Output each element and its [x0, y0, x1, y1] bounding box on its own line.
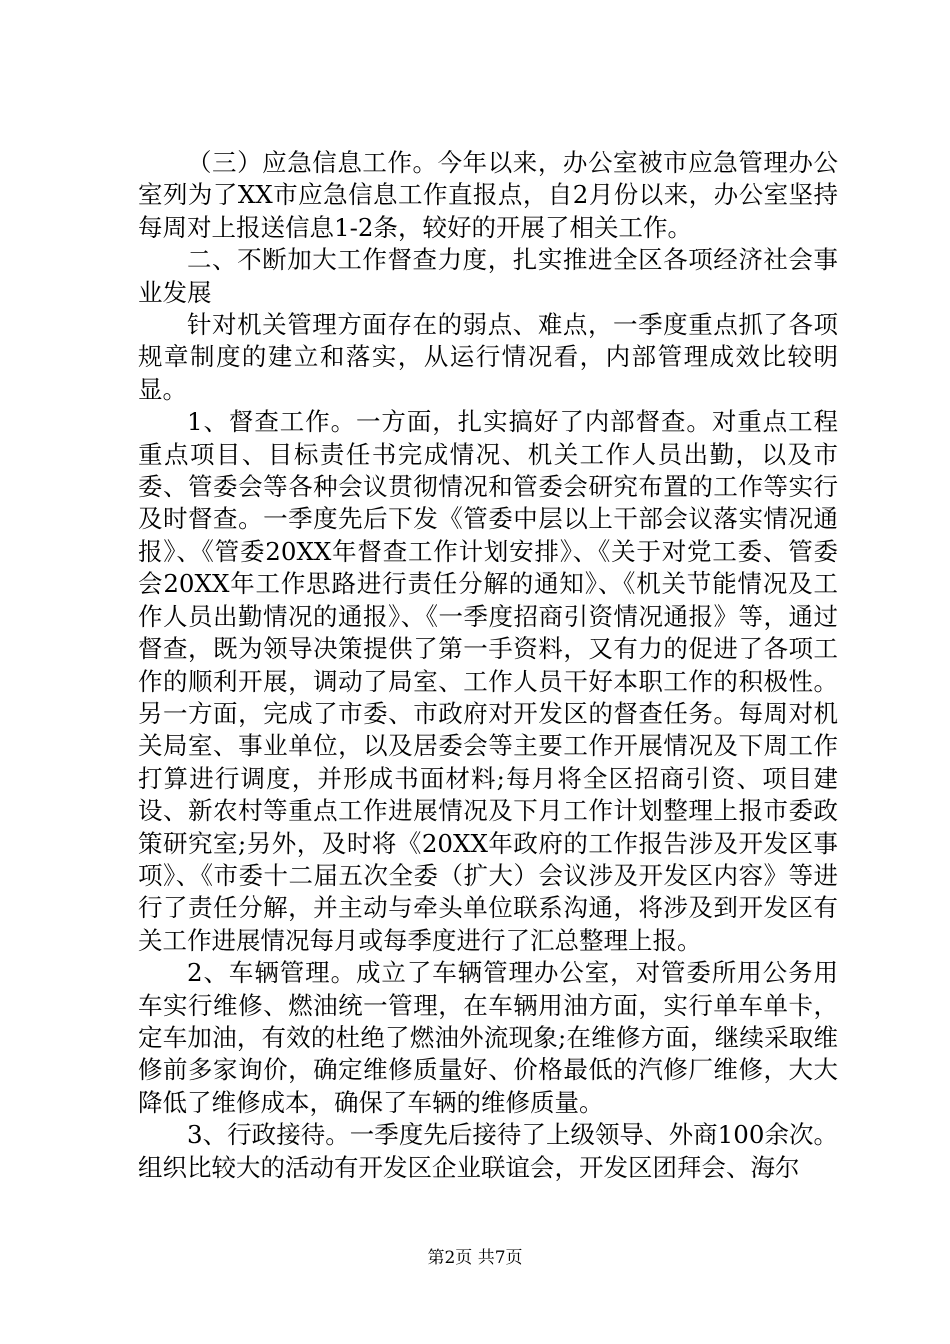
paragraph-management-intro: 针对机关管理方面存在的弱点、难点，一季度重点抓了各项规章制度的建立和落实，从运行情况看，内部管理成效比较明显。	[138, 310, 838, 404]
section-heading-supervision: 二、不断加大工作督查力度，扎实推进全区各项经济社会事业发展	[138, 245, 838, 307]
page-number-footer: 第2页 共7页	[427, 1248, 523, 1268]
paragraph-supervision-work: 1、督查工作。一方面，扎实搞好了内部督查。对重点工程重点项目、目标责任书完成情况、机关工作人员出勤，以及市委、管委会等各种会议贯彻情况和管委会研究布置的工作等实行及时督查。一季度先后下发《管委中层以上干部会议落实情况通报》、《管委20XX年督查工作计划安排》、《关于对党工委、管委会20XX年工作思路进行责任分解的通知》、《机关节能情况及工作人员出勤情况的通报》、《一季度招商引资情况通报》等，通过督查，既为领导决策提供了第一手资料，又有力的促进了各项工作的顺利开展，调动了局室、工作人员干好本职工作的积极性。另一方面，完成了市委、市政府对开发区的督查任务。每周对机关局室、事业单位，以及居委会等主要工作开展情况及下周工作打算进行调度，并形成书面材料;每月将全区招商引资、项目建设、新农村等重点工作进展情况及下月工作计划整理上报市委政策研究室;另外，及时将《20XX年政府的工作报告涉及开发区事项》、《市委十二届五次全委（扩大）会议涉及开发区内容》等进行了责任分解，并主动与牵头单位联系沟通，将涉及到开发区有关工作进展情况每月或每季度进行了汇总整理上报。	[138, 407, 838, 955]
paragraph-vehicle-management: 2、车辆管理。成立了车辆管理办公室，对管委所用公务用车实行维修、燃油统一管理，在车辆用油方面，实行单车单卡，定车加油，有效的杜绝了燃油外流现象;在维修方面，继续采取维修前多家询价，确定维修质量好、价格最低的汽修厂维修，大大降低了维修成本，确保了车辆的维修质量。	[138, 958, 838, 1117]
paragraph-emergency-info: （三）应急信息工作。今年以来，办公室被市应急管理办公室列为了XX市应急信息工作直报点，自2月份以来，办公室坚持每周对上报送信息1-2条，较好的开展了相关工作。	[138, 148, 838, 242]
paragraph-administrative-reception: 3、行政接待。一季度先后接待了上级领导、外商100余次。组织比较大的活动有开发区企业联谊会，开发区团拜会、海尔	[138, 1120, 838, 1182]
document-body	[138, 147, 838, 1184]
